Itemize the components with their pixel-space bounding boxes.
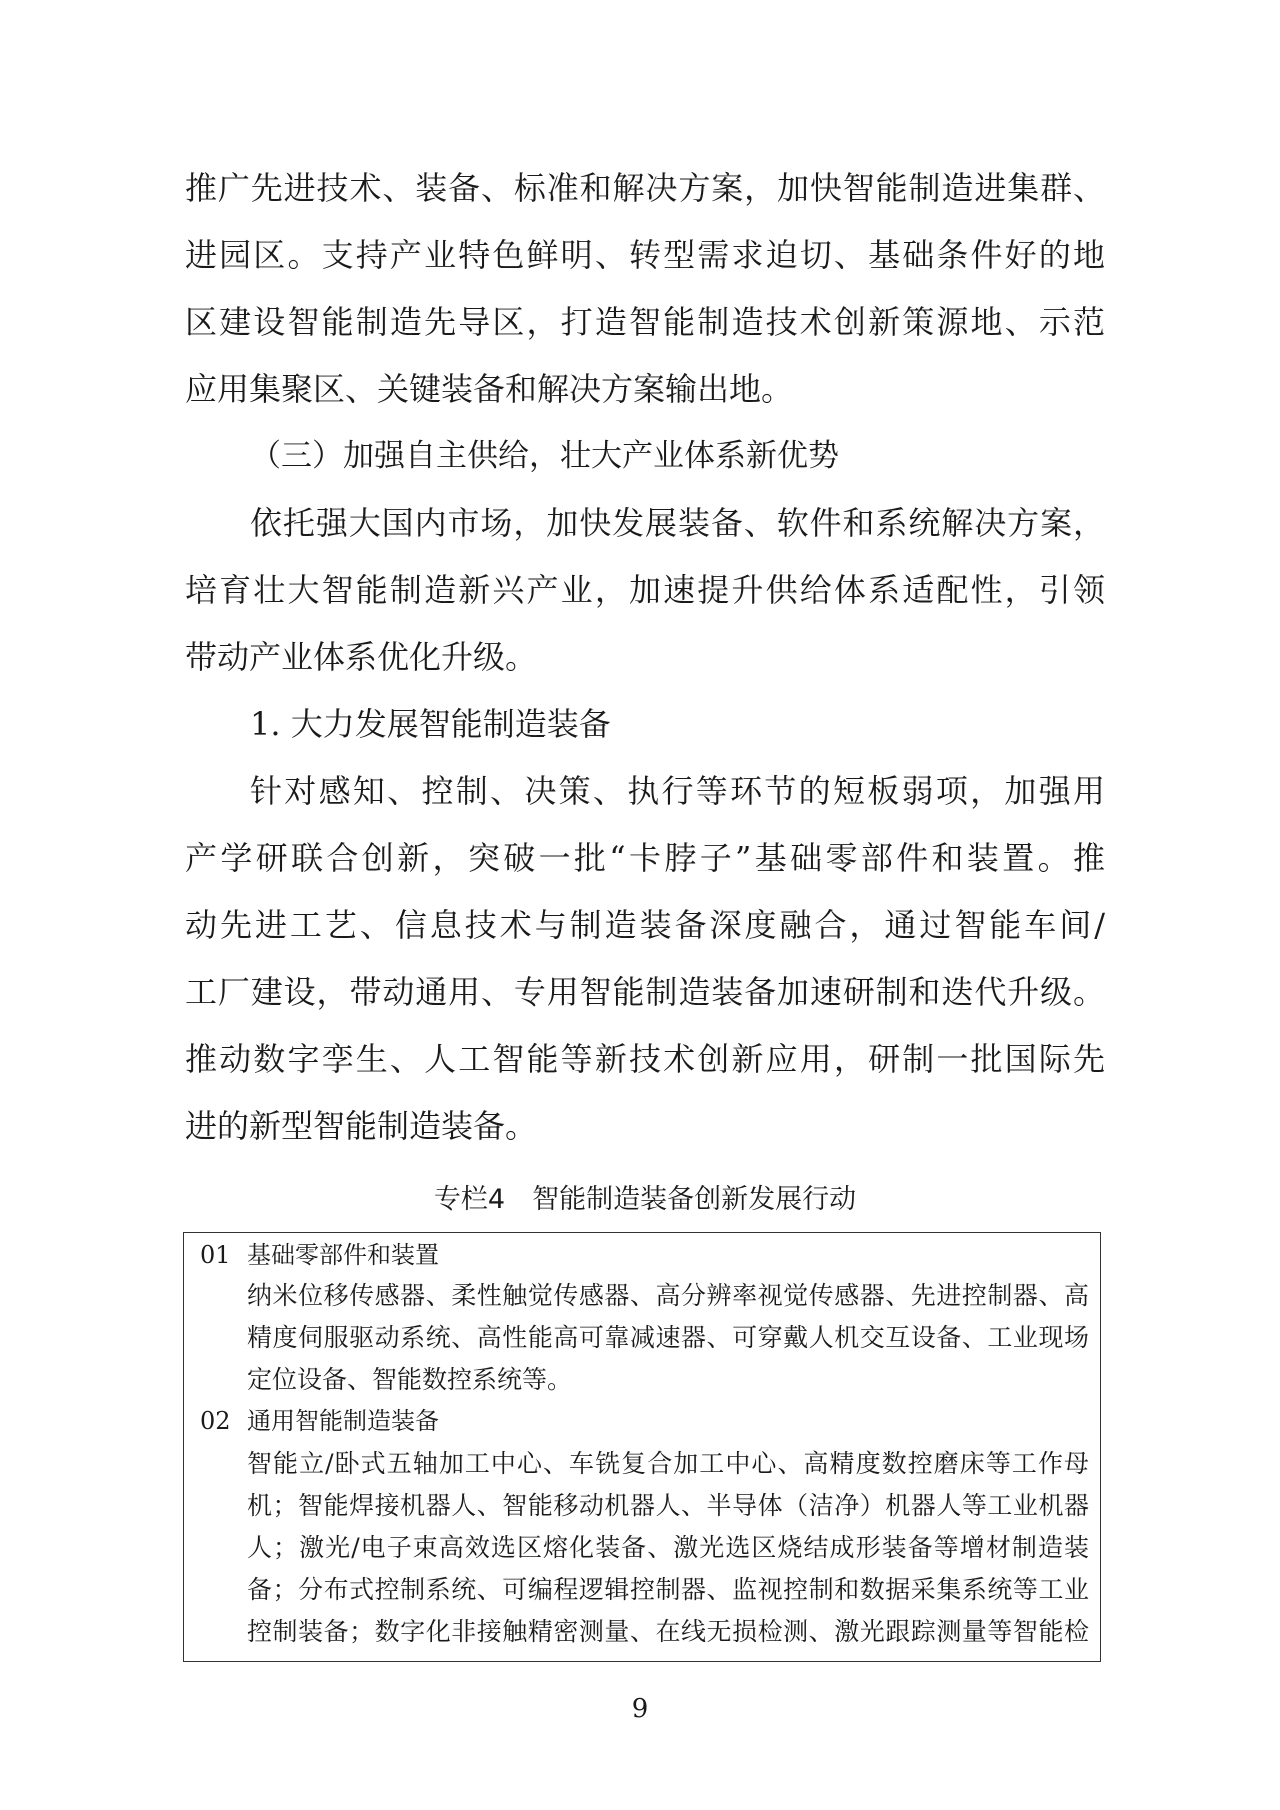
paragraph-line: 推动数字孪生、人工智能等新技术创新应用，研制一批国际先 [185,1040,1105,1078]
box-item-heading: 基础零部件和装置 [247,1241,439,1269]
paragraph-line: 工厂建设，带动通用、专用智能制造装备加速研制和迭代升级。 [185,973,1105,1011]
box-item-number: 02 [200,1407,231,1435]
box-item-line: 智能立/卧式五轴加工中心、车铣复合加工中心、高精度数控磨床等工作母 [247,1449,1089,1478]
box-item-line: 控制装备；数字化非接触精密测量、在线无损检测、激光跟踪测量等智能检 [247,1617,1089,1646]
paragraph-line: 进园区。支持产业特色鲜明、转型需求迫切、基础条件好的地 [185,236,1105,274]
subheading: 1. 大力发展智能制造装备 [250,705,611,743]
box-item-line: 人；激光/电子束高效选区熔化装备、激光选区烧结成形装备等增材制造装 [247,1533,1089,1562]
box-item-line: 纳米位移传感器、柔性触觉传感器、高分辨率视觉传感器、先进控制器、高 [247,1281,1089,1310]
paragraph-line: 区建设智能制造先导区，打造智能制造技术创新策源地、示范 [185,303,1105,341]
page-number: 9 [631,1694,649,1724]
section-heading: （三）加强自主供给，壮大产业体系新优势 [250,438,839,474]
box-item-number: 01 [200,1241,231,1269]
paragraph-line: 针对感知、控制、决策、执行等环节的短板弱项，加强用 [250,772,1105,810]
box-item-line: 机；智能焊接机器人、智能移动机器人、半导体（洁净）机器人等工业机器 [247,1491,1089,1520]
box-item-heading: 通用智能制造装备 [247,1407,439,1435]
paragraph-line: 推广先进技术、装备、标准和解决方案，加快智能制造进集群、 [185,169,1105,207]
box-item-line: 精度伺服驱动系统、高性能高可靠减速器、可穿戴人机交互设备、工业现场 [247,1323,1089,1352]
paragraph-line: 产学研联合创新，突破一批“卡脖子”基础零部件和装置。推 [185,839,1105,877]
paragraph-line: 依托强大国内市场，加快发展装备、软件和系统解决方案， [250,504,1105,542]
paragraph-line: 动先进工艺、信息技术与制造装备深度融合，通过智能车间/ [185,906,1105,944]
paragraph-line: 带动产业体系优化升级。 [185,638,538,676]
box-title: 专栏4 智能制造装备创新发展行动 [433,1184,857,1215]
box-item-line: 定位设备、智能数控系统等。 [247,1365,573,1394]
paragraph-line: 应用集聚区、关键装备和解决方案输出地。 [185,370,794,408]
box-item-line: 备；分布式控制系统、可编程逻辑控制器、监视控制和数据采集系统等工业 [247,1575,1089,1604]
paragraph-line: 进的新型智能制造装备。 [185,1107,538,1145]
paragraph-line: 培育壮大智能制造新兴产业，加速提升供给体系适配性，引领 [185,571,1105,609]
